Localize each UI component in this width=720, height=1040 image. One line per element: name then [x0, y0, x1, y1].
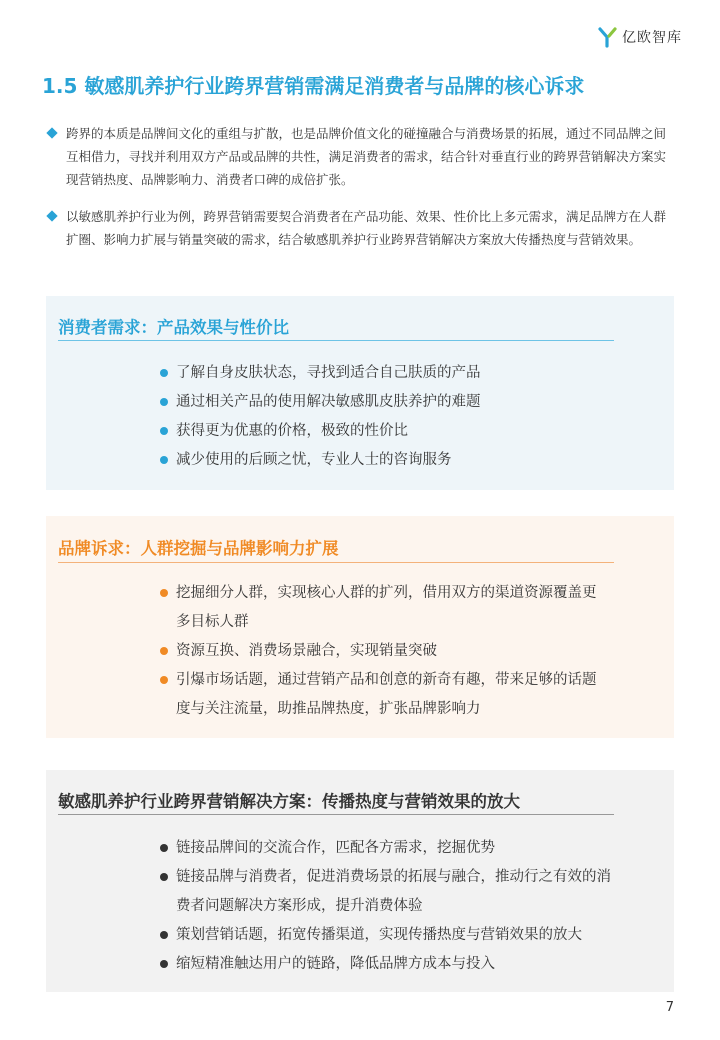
list-item — [160, 417, 630, 446]
logo-icon — [598, 26, 618, 48]
list-item-text: 资源互换、消费场景融合，实现销量突破 — [176, 643, 437, 659]
list-item-text: 通过相关产品的使用解决敏感肌皮肤养护的难题 — [176, 394, 481, 410]
list-item — [160, 863, 620, 921]
list-item — [160, 637, 610, 666]
list-item — [160, 446, 630, 475]
list-item-text: 了解自身皮肤状态，寻找到适合自己肤质的产品 — [176, 365, 481, 381]
title-divider — [58, 814, 614, 815]
brand-logo — [598, 26, 682, 48]
list-item-text: 减少使用的后顾之忧，专业人士的咨询服务 — [176, 452, 452, 468]
title-divider — [58, 562, 614, 563]
bullet-dot-icon — [160, 398, 168, 406]
list-item-text: 挖掘细分人群，实现核心人群的扩列，借用双方的渠道资源覆盖更多目标人群 — [176, 585, 597, 630]
logo-text: 亿欧智库 — [622, 30, 682, 46]
intro-paragraph — [48, 205, 678, 251]
brand-demands-list — [160, 579, 610, 724]
page-number: 7 — [665, 1000, 674, 1015]
list-item — [160, 579, 610, 637]
list-item-text: 缩短精准触达用户的链路，降低品牌方成本与投入 — [176, 956, 495, 972]
list-item-text: 链接品牌间的交流合作，匹配各方需求，挖掘优势 — [176, 840, 495, 856]
bullet-dot-icon — [160, 960, 168, 968]
list-item-text: 获得更为优惠的价格，极致的性价比 — [176, 423, 408, 439]
brand-demands-box — [46, 516, 674, 738]
intro-text: 跨界的本质是品牌间文化的重组与扩散，也是品牌价值文化的碰撞融合与消费场景的拓展，通过不同品牌之间互相借力，寻找并利用双方产品或品牌的共性，满足消费者的需求，结合针对垂直行业的跨界营销解决方案实现营销热度、品牌影响力、消费者口碑的成倍扩张。 — [66, 126, 667, 187]
intro-paragraph — [48, 122, 678, 191]
consumer-needs-box — [46, 296, 674, 490]
bullet-dot-icon — [160, 647, 168, 655]
solution-list — [160, 834, 620, 979]
bullet-dot-icon — [160, 931, 168, 939]
solution-title: 敏感肌养护行业跨界营销解决方案：传播热度与营销效果的放大 — [58, 792, 520, 811]
list-item — [160, 921, 620, 950]
bullet-dot-icon — [160, 844, 168, 852]
list-item — [160, 834, 620, 863]
brand-demands-title: 品牌诉求：人群挖掘与品牌影响力扩展 — [58, 539, 339, 558]
list-item — [160, 388, 630, 417]
bullet-dot-icon — [160, 369, 168, 377]
bullet-dot-icon — [160, 456, 168, 464]
consumer-needs-title: 消费者需求：产品效果与性价比 — [58, 318, 289, 337]
page-title: 1.5 敏感肌养护行业跨界营销需满足消费者与品牌的核心诉求 — [42, 74, 585, 98]
title-divider — [58, 340, 614, 341]
bullet-dot-icon — [160, 427, 168, 435]
list-item-text: 策划营销话题，拓宽传播渠道，实现传播热度与营销效果的放大 — [176, 927, 582, 943]
solution-box — [46, 770, 674, 992]
bullet-dot-icon — [160, 589, 168, 597]
list-item — [160, 950, 620, 979]
list-item — [160, 359, 630, 388]
list-item-text: 链接品牌与消费者，促进消费场景的拓展与融合，推动行之有效的消费者问题解决方案形成，提升消费体验 — [176, 869, 611, 914]
bullet-dot-icon — [160, 676, 168, 684]
bullet-dot-icon — [160, 873, 168, 881]
intro-text: 以敏感肌养护行业为例，跨界营销需要契合消费者在产品功能、效果、性价比上多元需求，满足品牌方在人群扩圈、影响力扩展与销量突破的需求，结合敏感肌养护行业跨界营销解决方案放大传播热度与营销效果。 — [66, 209, 667, 247]
list-item — [160, 666, 610, 724]
list-item-text: 引爆市场话题，通过营销产品和创意的新奇有趣，带来足够的话题度与关注流量，助推品牌热度，扩张品牌影响力 — [176, 672, 597, 717]
consumer-needs-list — [160, 359, 630, 475]
